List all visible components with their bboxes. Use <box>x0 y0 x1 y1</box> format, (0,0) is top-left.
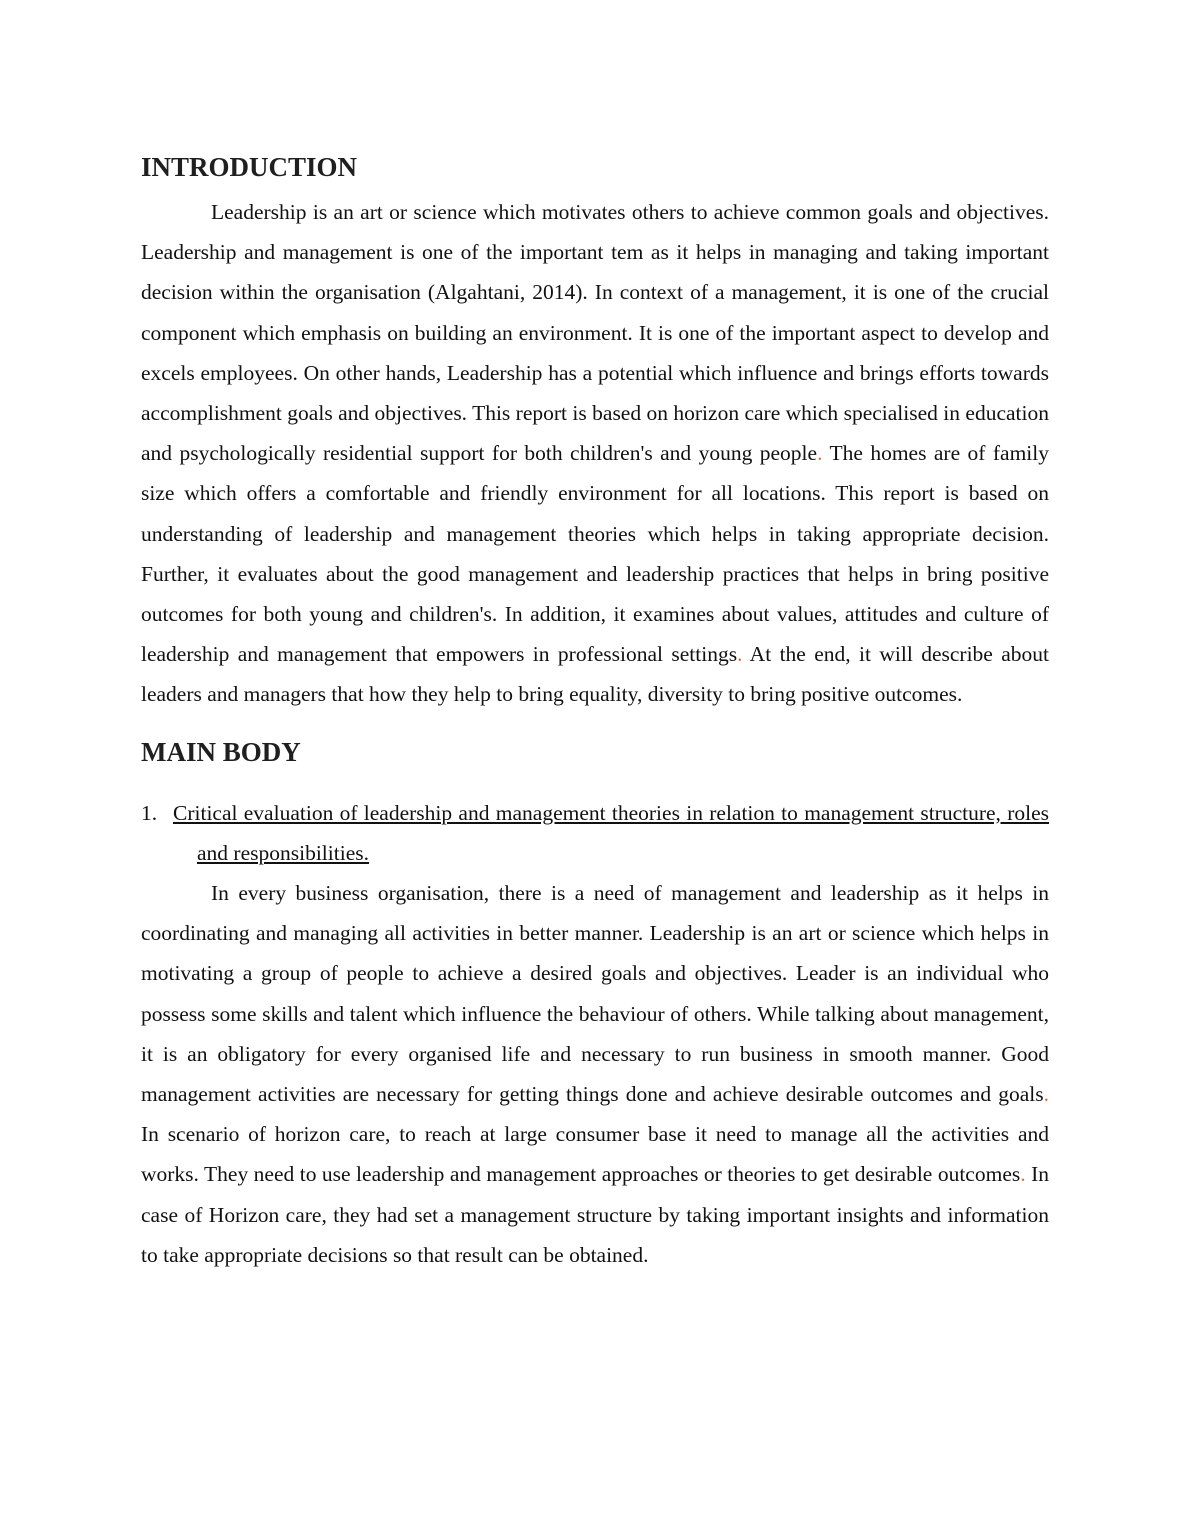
main-accent-period-1: . <box>1043 1082 1049 1107</box>
main-body-heading: MAIN BODY <box>141 736 301 767</box>
subsection-title: Critical evaluation of leadership and management theories in relation to management structure, roles and responsibilities. <box>173 800 1049 865</box>
subsection-number: 1. <box>141 800 158 825</box>
document-page <box>141 150 1049 1275</box>
intro-accent-period-1: . <box>817 441 823 466</box>
intro-accent-period-2: . <box>737 642 743 667</box>
introduction-heading: INTRODUCTION <box>141 152 358 182</box>
main-body-paragraph <box>141 873 1049 1275</box>
intro-text-2: The homes are of family size which offers a comfortable and friendly environment for all locations. This report is based on understanding of leadership and management theories which helps in taking appropriate decision. Further, it evaluates about the good management and leadership practices that helps in bring positive outcomes for both young and children's. In addition, it examines about values, attitudes and culture of leadership and management that empowers in professional settings <box>141 441 1049 667</box>
intro-text-1: Leadership is an art or science which motivates others to achieve common goals and objectives. Leadership and management is one of the important tem as it helps in managing and taking important decision within the organisation (Algahtani, 2014). In context of a management, it is one of the crucial component which emphasis on building an environment. It is one of the important aspect to develop and excels employees. On other hands, Leadership has a potential which influence and brings efforts towards accomplishment goals and objectives. This report is based on horizon care which specialised in education and psychologically residential support for both children's and young people <box>141 200 1049 466</box>
main-text-1: In every business organisation, there is a need of management and leadership as it helps in coordinating and managing all activities in better manner. Leadership is an art or science which helps in motivating a group of people to achieve a desired goals and objectives. Leader is an individual who possess some skills and talent which influence the behaviour of others. While talking about management, it is an obligatory for every organised life and necessary to run business in smooth manner. Good management activities are necessary for getting things done and achieve desirable outcomes and goals <box>141 881 1049 1107</box>
introduction-paragraph <box>141 192 1049 715</box>
intro-text-3: At the end, it will describe about leaders and managers that how they help to bring equality, diversity to bring positive outcomes. <box>141 642 1049 707</box>
main-text-3: In case of Horizon care, they had set a management structure by taking important insights and information to take appropriate decisions so that result can be obtained. <box>141 1162 1049 1267</box>
main-text-2: In scenario of horizon care, to reach at large consumer base it need to manage all the activities and works. They need to use leadership and management approaches or theories to get desirable outcomes <box>141 1122 1049 1187</box>
main-accent-period-2: . <box>1020 1162 1026 1187</box>
subsection-heading <box>141 793 1049 873</box>
